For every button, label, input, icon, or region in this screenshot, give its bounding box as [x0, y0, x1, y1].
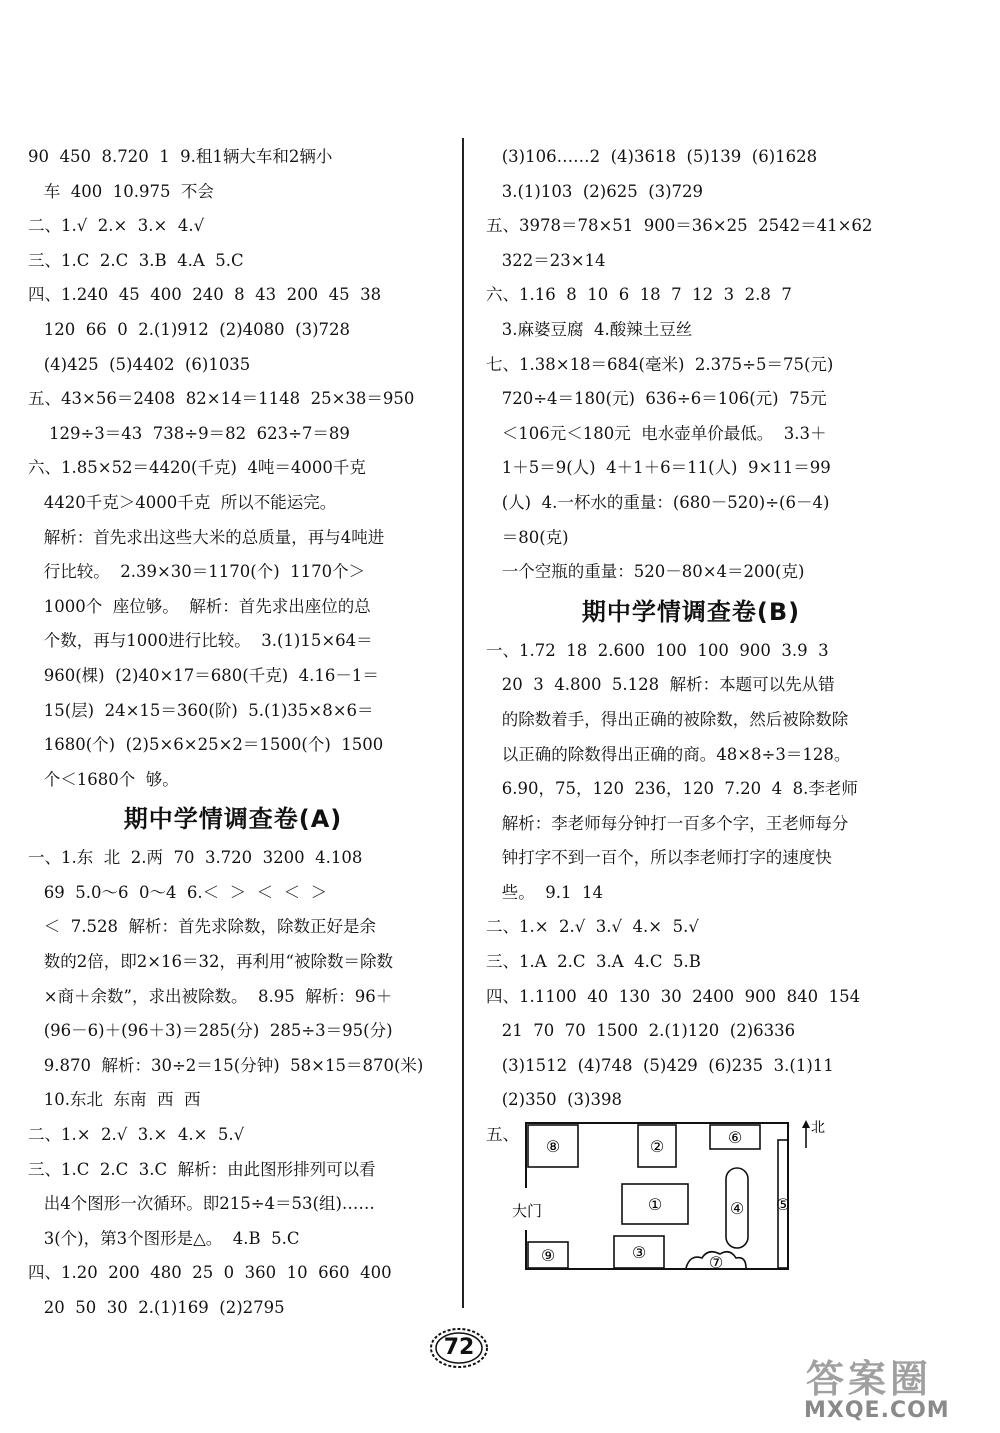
north-arrow-icon [802, 1120, 810, 1128]
answer-line: 3(个)，第3个图形是△。 4.B 5.C [28, 1228, 300, 1248]
answer-line: 四、1.20 200 480 25 0 360 10 660 400 [28, 1263, 392, 1283]
left-column [28, 140, 438, 1326]
answer-line: (2)350 (3)398 [486, 1090, 622, 1110]
answer-line: 四、1.1100 40 130 30 2400 900 840 154 [486, 986, 861, 1006]
answer-line: 行比较。 2.39×30＝1170(个) 1170个＞ [28, 562, 366, 582]
room-marker: ② [649, 1137, 665, 1157]
answer-line: 解析：首先求出这些大米的总质量，再与4吨进 [28, 527, 385, 547]
answer-line: 七、1.38×18＝684(毫米) 2.375÷5＝75(元) [486, 354, 834, 374]
map-diagram [486, 1118, 896, 1298]
room-marker: ⑤ [775, 1195, 791, 1215]
answer-line: 三、1.A 2.C 3.A 4.C 5.B [486, 952, 701, 972]
map-figure [486, 1118, 896, 1298]
answer-line: 四、1.240 45 400 240 8 43 200 45 38 [28, 285, 382, 305]
answer-line: 9.870 解析：30÷2＝15(分钟) 58×15＝870(米) [28, 1055, 424, 1075]
room-marker: ⑨ [540, 1246, 556, 1266]
room-marker: ④ [729, 1199, 745, 1219]
answer-line: 6.90，75，120 236，120 7.20 4 8.李老师 [486, 779, 858, 799]
answer-line: 322＝23×14 [486, 250, 606, 270]
answer-line: 二、1.× 2.√ 3.× 4.× 5.√ [28, 1125, 245, 1145]
answer-line: 4420千克＞4000千克 所以不能运完。 [28, 492, 337, 512]
answer-line: 69 5.0～6 0～4 6.＜ ＞ ＜ ＜ ＞ [28, 882, 328, 902]
answer-line: 钟打字不到一百个，所以李老师打字的速度快 [486, 848, 832, 868]
answer-line: 一、1.72 18 2.600 100 100 900 3.9 3 [486, 640, 829, 660]
answer-line: 1＋5＝9(人) 4＋1＋6＝11(人) 9×11＝99 [486, 458, 831, 478]
answer-line: ＜ 7.528 解析：首先求除数，除数正好是余 [28, 917, 376, 937]
answer-line: 的除数着手，得出正确的被除数，然后被除数除 [486, 709, 849, 729]
answer-line: (人) 4.一杯水的重量：(680－520)÷(6－4) [486, 492, 830, 512]
watermark [786, 1348, 996, 1428]
room-marker: ⑥ [727, 1128, 743, 1148]
answer-line: 六、1.16 8 10 6 18 7 12 3 2.8 7 [486, 285, 792, 305]
answer-line: 些。 9.1 14 [486, 882, 603, 902]
answer-line: ＜106元＜180元 电水壶单价最低。 3.3＋ [486, 423, 827, 443]
answer-line: 二、1.√ 2.× 3.× 4.√ [28, 216, 205, 236]
watermark-main: 答案圈 [806, 1357, 933, 1401]
room-marker: ① [647, 1195, 663, 1215]
answer-line: ×商＋余数”，求出被除数。 8.95 解析：96＋ [28, 986, 393, 1006]
answer-line: 3.麻婆豆腐 4.酸辣土豆丝 [486, 319, 693, 339]
section-b-title: 期中学情调查卷(B) [581, 597, 801, 626]
answer-line: 一个空瓶的重量：520－80×4＝200(克) [486, 562, 805, 582]
map-question-label: 五、 [486, 1125, 519, 1145]
right-column [486, 140, 896, 1298]
answer-line: 三、1.C 2.C 3.C 解析：由此图形排列可以看 [28, 1159, 376, 1179]
watermark-url: MXQE.COM [804, 1398, 950, 1423]
answer-line: 六、1.85×52＝4420(千克) 4吨＝4000千克 [28, 458, 366, 478]
answer-line: 个数，再与1000进行比较。 3.(1)15×64＝ [28, 631, 373, 651]
section-a-answers [28, 841, 438, 1325]
room-marker: ⑧ [545, 1137, 561, 1157]
answer-line: (3)106……2 (4)3618 (5)139 (6)1628 [486, 147, 818, 166]
answer-line: 二、1.× 2.√ 3.√ 4.× 5.√ [486, 917, 699, 937]
answer-line: (4)425 (5)4402 (6)1035 [28, 354, 251, 374]
answer-line: 960(棵) (2)40×17＝680(千克) 4.16－1＝ [28, 665, 379, 685]
answer-line: 10.东北 东南 西 西 [28, 1090, 201, 1110]
answer-line: 以正确的除数得出正确的商。48×8÷3＝128。 [486, 744, 851, 764]
section-a-title: 期中学情调查卷(A) [123, 805, 343, 834]
answer-line: 解析：李老师每分钟打一百多个字，王老师每分 [486, 813, 849, 833]
north-label: 北 [811, 1120, 825, 1137]
answer-line: 20 3 4.800 5.128 解析：本题可以先从错 [486, 675, 835, 695]
answer-line: 720÷4＝180(元) 636÷6＝106(元) 75元 [486, 389, 827, 409]
page-number: 72 [443, 1335, 475, 1360]
answer-line: (3)1512 (4)748 (5)429 (6)235 3.(1)11 [486, 1055, 834, 1075]
answer-line: 车 400 10.975 不会 [28, 181, 214, 201]
answer-line: 1000个 座位够。 解析：首先求出座位的总 [28, 596, 371, 616]
gate-label: 大门 [512, 1202, 543, 1221]
answer-line: 21 70 70 1500 2.(1)120 (2)6336 [486, 1021, 796, 1041]
answer-line: 三、1.C 2.C 3.B 4.A 5.C [28, 250, 244, 270]
room-marker: ⑦ [708, 1253, 724, 1273]
section-b-answers [486, 634, 896, 1118]
answer-line: ＝80(克) [486, 527, 569, 547]
answer-line: 15(层) 24×15＝360(阶) 5.(1)35×8×6＝ [28, 700, 374, 720]
answer-line: 出4个图形一次循环。即215÷4＝53(组)…… [28, 1194, 375, 1214]
room-marker: ③ [631, 1243, 647, 1263]
answer-line: 个＜1680个 够。 [28, 769, 179, 789]
column-divider [462, 138, 464, 1308]
answer-line: (96－6)＋(96＋3)＝285(分) 285÷3＝95(分) [28, 1021, 393, 1041]
answer-line: 1680(个) (2)5×6×25×2＝1500(个) 1500 [28, 735, 384, 755]
answer-line: 五、3978＝78×51 900＝36×25 2542＝41×62 [486, 216, 873, 236]
answer-line: 3.(1)103 (2)625 (3)729 [486, 181, 704, 201]
answer-line: 数的2倍，即2×16＝32，再利用“被除数＝除数 [28, 952, 393, 972]
answer-line: 120 66 0 2.(1)912 (2)4080 (3)728 [28, 319, 351, 339]
answer-line: 129÷3＝43 738÷9＝82 623÷7＝89 [28, 423, 350, 443]
answer-line: 90 450 8.720 1 9.租1辆大车和2辆小 [28, 147, 333, 166]
answer-line: 一、1.东 北 2.两 70 3.720 3200 4.108 [28, 848, 363, 868]
left-answer-block [28, 140, 438, 797]
answer-line: 五、43×56＝2408 82×14＝1148 25×38＝950 [28, 389, 415, 409]
page-number-badge [428, 1326, 490, 1370]
right-answer-block [486, 140, 896, 590]
answer-line: 20 50 30 2.(1)169 (2)2795 [28, 1298, 285, 1317]
